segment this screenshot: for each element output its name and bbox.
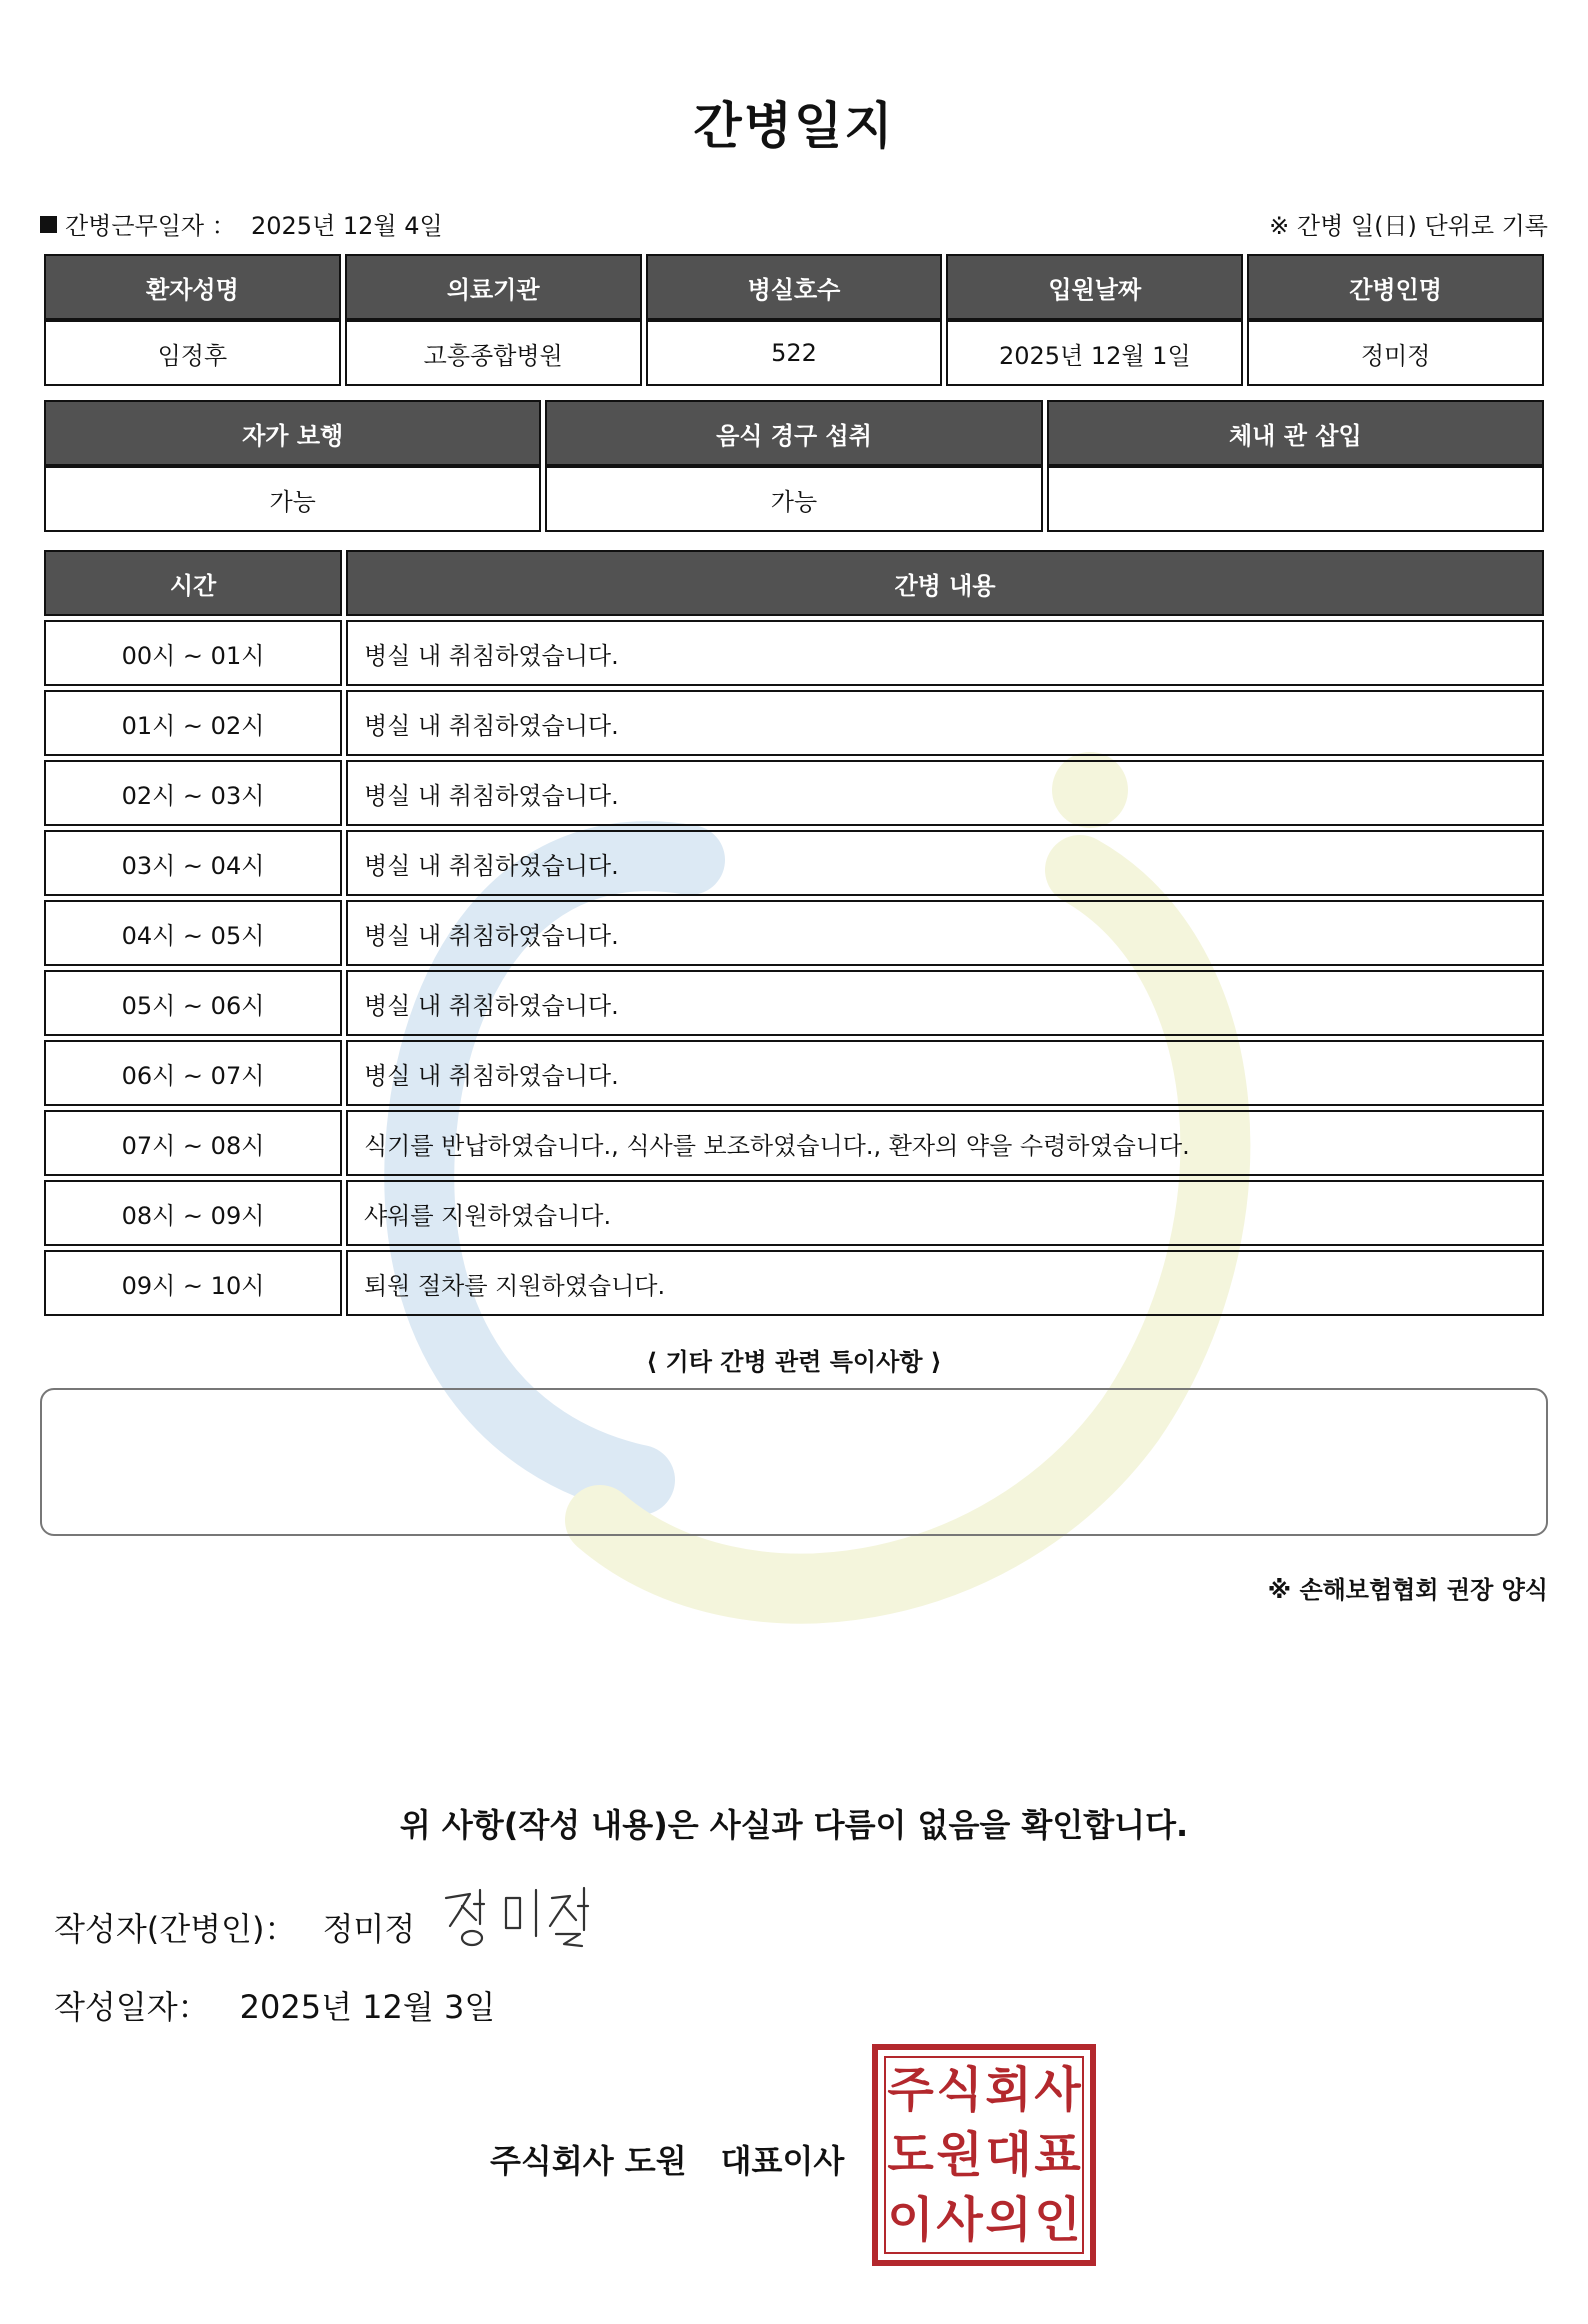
written-date-row [54, 1982, 495, 2028]
header-care-content: 간병 내용 [346, 550, 1544, 616]
company-name: 주식회사 도원 [490, 2142, 687, 2180]
header-admission-date: 입원날짜 [946, 254, 1243, 320]
seal-character: 대 [985, 2126, 1032, 2183]
header-room-number: 병실호수 [646, 254, 943, 320]
care-content-cell: 병실 내 취침하였습니다. [346, 900, 1544, 966]
company-line [490, 2136, 844, 2182]
care-content-cell: 퇴원 절차를 지원하였습니다. [346, 1250, 1544, 1316]
header-time: 시간 [44, 550, 342, 616]
writer-name: 정미정 [322, 1910, 416, 1948]
time-cell: 08시 ~ 09시 [44, 1180, 342, 1246]
table-row [44, 830, 1544, 896]
time-cell: 09시 ~ 10시 [44, 1250, 342, 1316]
written-date-label: 작성일자： [54, 1988, 210, 2026]
header-tube-insertion: 체내 관 삽입 [1047, 400, 1544, 466]
company-seal-stamp [872, 2044, 1096, 2266]
care-content-cell: 병실 내 취침하였습니다. [346, 690, 1544, 756]
table-row [44, 1040, 1544, 1106]
care-log-table [40, 546, 1548, 1320]
writer-label: 작성자(간병인)： [54, 1910, 297, 1948]
care-content-cell: 샤워를 지원하였습니다. [346, 1180, 1544, 1246]
room-number: 522 [646, 320, 943, 386]
header-self-walking: 자가 보행 [44, 400, 541, 466]
square-bullet-icon [40, 216, 57, 233]
care-content-cell: 병실 내 취침하였습니다. [346, 760, 1544, 826]
table-row [44, 760, 1544, 826]
header-oral-intake: 음식 경구 섭취 [545, 400, 1042, 466]
header-patient-name: 환자성명 [44, 254, 341, 320]
table-row [44, 1250, 1544, 1316]
unit-note: ※ 간병 일(日) 단위로 기록 [1269, 212, 1548, 240]
care-content-cell: 병실 내 취침하였습니다. [346, 970, 1544, 1036]
seal-character: 사 [936, 2191, 983, 2248]
time-cell: 07시 ~ 08시 [44, 1110, 342, 1176]
care-content-cell: 병실 내 취침하였습니다. [346, 620, 1544, 686]
table-row [44, 1110, 1544, 1176]
handwritten-signature [440, 1880, 620, 1960]
self-walking-value: 가능 [44, 466, 541, 532]
seal-character: 주 [887, 2062, 934, 2119]
hospital-name: 고흥종합병원 [345, 320, 642, 386]
work-date [40, 206, 443, 241]
time-cell: 00시 ~ 01시 [44, 620, 342, 686]
seal-character: 표 [1034, 2126, 1081, 2183]
seal-character: 이 [887, 2191, 934, 2248]
time-cell: 04시 ~ 05시 [44, 900, 342, 966]
tube-insertion-value [1047, 466, 1544, 532]
work-date-value: 2025년 12월 4일 [251, 212, 443, 240]
patient-info-table [40, 254, 1548, 386]
seal-character: 원 [936, 2126, 983, 2183]
patient-name: 임정후 [44, 320, 341, 386]
company-title: 대표이사 [720, 2142, 845, 2180]
table-row [44, 970, 1544, 1036]
writer-row [54, 1904, 415, 1950]
care-content-cell: 병실 내 취침하였습니다. [346, 1040, 1544, 1106]
special-notes-box[interactable] [40, 1388, 1548, 1536]
admission-date: 2025년 12월 1일 [946, 320, 1243, 386]
patient-status-table [40, 400, 1548, 532]
seal-character: 의 [985, 2191, 1032, 2248]
written-date-value: 2025년 12월 3일 [239, 1988, 496, 2026]
seal-character: 회 [985, 2062, 1032, 2119]
seal-character: 인 [1034, 2191, 1081, 2248]
table-row [44, 900, 1544, 966]
seal-character: 식 [936, 2062, 983, 2119]
care-content-cell: 병실 내 취침하였습니다. [346, 830, 1544, 896]
seal-character: 사 [1034, 2062, 1081, 2119]
time-cell: 03시 ~ 04시 [44, 830, 342, 896]
confirmation-statement: 위 사항(작성 내용)은 사실과 다름이 없음을 확인합니다. [399, 1806, 1189, 1844]
work-date-label: 간병근무일자 ： [65, 212, 236, 240]
recommend-note: ※ 손해보험협회 권장 양식 [1267, 1576, 1548, 1604]
caregiver-name: 정미정 [1247, 320, 1544, 386]
time-cell: 02시 ~ 03시 [44, 760, 342, 826]
time-cell: 01시 ~ 02시 [44, 690, 342, 756]
oral-intake-value: 가능 [545, 466, 1042, 532]
table-row [44, 690, 1544, 756]
document-title: 간병일지 [693, 97, 895, 155]
care-content-cell: 식기를 반납하였습니다., 식사를 보조하였습니다., 환자의 약을 수령하였습니다. [346, 1110, 1544, 1176]
special-notes-title: ⟨ 기타 간병 관련 특이사항 ⟩ [646, 1348, 942, 1376]
table-row [44, 1180, 1544, 1246]
time-cell: 06시 ~ 07시 [44, 1040, 342, 1106]
seal-character: 도 [887, 2126, 934, 2183]
table-row [44, 620, 1544, 686]
header-hospital: 의료기관 [345, 254, 642, 320]
time-cell: 05시 ~ 06시 [44, 970, 342, 1036]
header-caregiver-name: 간병인명 [1247, 254, 1544, 320]
